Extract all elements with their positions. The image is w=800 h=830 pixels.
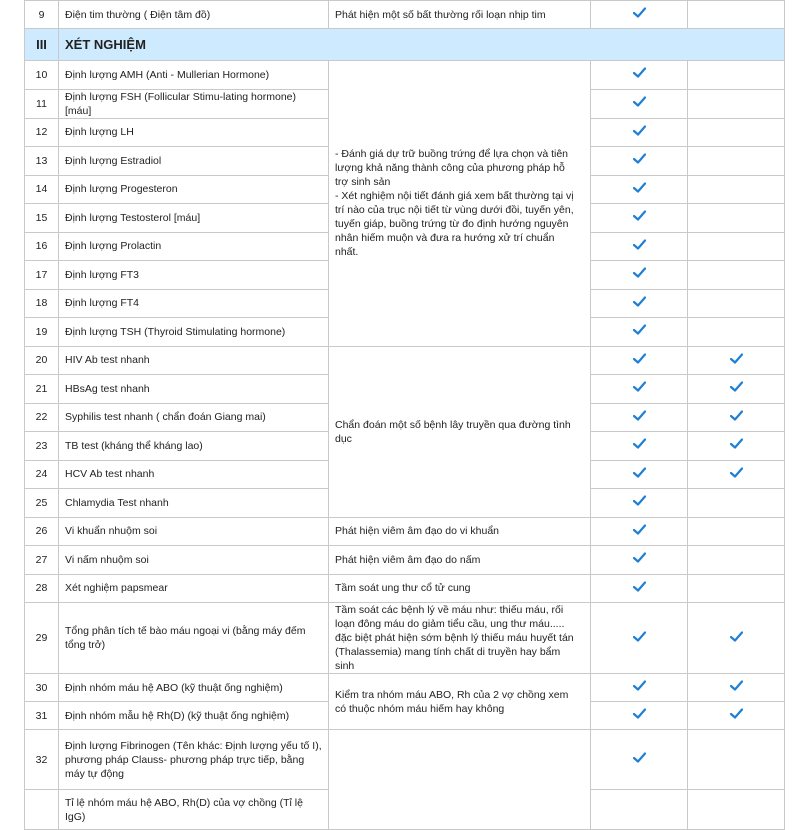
row-number: 19 [25,318,59,347]
test-description: Chẩn đoán một số bệnh lây truyền qua đường tình dục [329,346,591,517]
female-check-cell [688,204,785,233]
test-name: Chlamydia Test nhanh [59,489,329,518]
check-icon [633,381,646,392]
test-description: Phát hiện viêm âm đạo do nấm [329,546,591,575]
test-name: Định lượng Fibrinogen (Tên khác: Định lượng yếu tố I), phương pháp Clauss- phương pháp trực tiếp, bằng máy tự động [59,730,329,790]
male-check-cell [591,730,688,790]
test-name: Định lượng LH [59,118,329,147]
female-check-cell [688,460,785,489]
male-check-cell [591,261,688,290]
row-number: 10 [25,61,59,90]
row-number: 21 [25,375,59,404]
male-check-cell [591,232,688,261]
male-check-cell [591,546,688,575]
female-check-cell [688,403,785,432]
check-icon [633,410,646,421]
table-row [25,517,785,546]
check-icon [730,467,743,478]
test-name: Định lượng Prolactin [59,232,329,261]
male-check-cell [591,403,688,432]
check-icon [633,296,646,307]
table-row [25,61,785,90]
test-name: Tổng phân tích tế bào máu ngoại vi (bằng máy đếm tổng trở) [59,603,329,674]
male-check-cell [591,147,688,176]
check-icon [730,353,743,364]
male-check-cell [591,346,688,375]
test-name: Syphilis test nhanh ( chẩn đoán Giang mai) [59,403,329,432]
male-check-cell [591,574,688,603]
male-check-cell [591,118,688,147]
check-icon [633,680,646,691]
test-name: Định lượng TSH (Thyroid Stimulating hormone) [59,318,329,347]
female-check-cell [688,546,785,575]
row-number: 17 [25,261,59,290]
check-icon [633,96,646,107]
male-check-cell [591,89,688,118]
table-row [25,730,785,790]
check-icon [633,210,646,221]
female-check-cell [688,674,785,702]
test-name: TB test (kháng thể kháng lao) [59,432,329,461]
row-number: 13 [25,147,59,176]
row-number: 26 [25,517,59,546]
row-number: 15 [25,204,59,233]
section-numeral: III [25,29,59,61]
male-check-cell [591,175,688,204]
female-check-cell [688,432,785,461]
check-icon [730,381,743,392]
check-icon [730,410,743,421]
check-icon [633,153,646,164]
check-icon [633,708,646,719]
section-header [25,29,785,61]
male-check-cell [591,289,688,318]
check-icon [633,581,646,592]
check-icon [633,495,646,506]
female-check-cell [688,261,785,290]
test-name: Định lượng FT3 [59,261,329,290]
row-number [25,790,59,830]
row-number: 12 [25,118,59,147]
check-icon [633,125,646,136]
test-description: Phát hiện viêm âm đạo do vi khuẩn [329,517,591,546]
male-check-cell [591,517,688,546]
check-icon [633,438,646,449]
test-name: Định nhóm mẫu hệ Rh(D) (kỹ thuật ống nghiệm) [59,702,329,730]
female-check-cell [688,346,785,375]
male-check-cell [591,432,688,461]
female-check-cell [688,89,785,118]
female-check-cell [688,232,785,261]
test-name: HCV Ab test nhanh [59,460,329,489]
female-check-cell [688,730,785,790]
row-number: 27 [25,546,59,575]
row-number: 32 [25,730,59,790]
table-row [25,574,785,603]
female-check-cell [688,61,785,90]
table-row [25,1,785,29]
check-icon [633,631,646,642]
female-check-cell [688,375,785,404]
table-row [25,603,785,674]
check-icon [633,752,646,763]
row-number: 9 [25,1,59,29]
test-name: Định lượng FSH (Follicular Stimu-lating hormone) [máu] [59,89,329,118]
check-icon [633,7,646,18]
male-check-cell [591,460,688,489]
check-icon [633,552,646,563]
test-name: Định lượng Testosterol [máu] [59,204,329,233]
check-icon [730,438,743,449]
check-icon [633,239,646,250]
test-name: Vi khuẩn nhuộm soi [59,517,329,546]
male-check-cell [591,1,688,29]
male-check-cell [591,318,688,347]
female-check-cell [688,574,785,603]
check-icon [730,631,743,642]
section-title: XÉT NGHIỆM [59,29,785,61]
check-icon [633,524,646,535]
test-name: HBsAg test nhanh [59,375,329,404]
row-number: 31 [25,702,59,730]
female-check-cell [688,489,785,518]
test-description: Phát hiện một số bất thường rối loạn nhịp tim [329,1,591,29]
test-description: - Đánh giá dự trữ buồng trứng để lựa chọn và tiên lượng khả năng thành công của phương pháp hỗ trợ sinh sản - Xét nghiệm nội tiết đánh giá xem bất thường tại vị trí nào của trục nội tiết từ vùng dưới đồi, tuyến yên, tuyến giáp, buồng trứng từ đo định hướng nguyên nhân hiếm muộn và đưa ra hướng xử trí chuẩn nhất. [329,61,591,347]
row-number: 25 [25,489,59,518]
check-icon [633,182,646,193]
table-row [25,346,785,375]
test-name: Định lượng Progesteron [59,175,329,204]
male-check-cell [591,603,688,674]
row-number: 11 [25,89,59,118]
test-name: HIV Ab test nhanh [59,346,329,375]
female-check-cell [688,147,785,176]
test-name: Xét nghiệm papsmear [59,574,329,603]
row-number: 14 [25,175,59,204]
test-name: Định nhóm máu hệ ABO (kỹ thuật ống nghiệm) [59,674,329,702]
test-description [329,730,591,830]
check-icon [633,467,646,478]
check-icon [633,353,646,364]
check-icon [730,708,743,719]
male-check-cell [591,375,688,404]
male-check-cell [591,489,688,518]
check-icon [633,324,646,335]
male-check-cell [591,61,688,90]
row-number: 18 [25,289,59,318]
row-number: 16 [25,232,59,261]
row-number: 29 [25,603,59,674]
row-number: 30 [25,674,59,702]
male-check-cell [591,204,688,233]
female-check-cell [688,175,785,204]
test-name: Định lượng AMH (Anti - Mullerian Hormone) [59,61,329,90]
female-check-cell [688,1,785,29]
check-icon [633,67,646,78]
row-number: 23 [25,432,59,461]
test-description: Tầm soát ung thư cổ tử cung [329,574,591,603]
row-number: 20 [25,346,59,375]
checkup-table [24,0,785,830]
male-check-cell [591,702,688,730]
female-check-cell [688,603,785,674]
check-icon [633,267,646,278]
row-number: 28 [25,574,59,603]
female-check-cell [688,702,785,730]
test-name: Điện tim thường ( Điện tâm đồ) [59,1,329,29]
female-check-cell [688,118,785,147]
check-icon [730,680,743,691]
row-number: 24 [25,460,59,489]
test-name: Vi nấm nhuộm soi [59,546,329,575]
table-row [25,546,785,575]
test-name: Định lượng FT4 [59,289,329,318]
female-check-cell [688,318,785,347]
table-row [25,674,785,702]
row-number: 22 [25,403,59,432]
test-name: Tỉ lệ nhóm máu hệ ABO, Rh(D) của vợ chồng (Tỉ lệ IgG) [59,790,329,830]
test-description: Kiểm tra nhóm máu ABO, Rh của 2 vợ chồng xem có thuộc nhóm máu hiếm hay không [329,674,591,730]
female-check-cell [688,517,785,546]
test-name: Định lượng Estradiol [59,147,329,176]
test-description: Tầm soát các bệnh lý về máu như: thiếu máu, rối loạn đông máu do giảm tiểu cầu, ung thư máu..... đặc biệt phát hiện sớm bệnh lý thiếu máu huyết tán (Thalassemia) mang tính chất di truyền hay bẩm sinh [329,603,591,674]
male-check-cell [591,674,688,702]
female-check-cell [688,289,785,318]
